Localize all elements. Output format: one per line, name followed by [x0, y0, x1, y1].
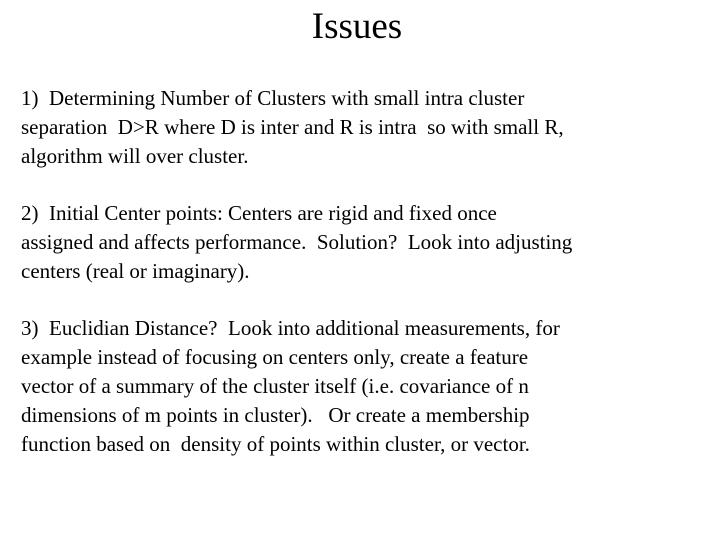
issue-2-line-2: assigned and affects performance. Solution? Look into adjusting — [21, 230, 573, 254]
issue-2-line-3: centers (real or imaginary). — [21, 259, 250, 283]
issue-1-line-2: separation D>R where D is inter and R is intra so with small R, — [21, 115, 564, 139]
slide-title: Issues — [311, 6, 403, 47]
issue-1-line-1: 1) Determining Number of Clusters with small intra cluster — [21, 86, 525, 110]
issue-3-line-5: function based on density of points within cluster, or vector. — [21, 432, 530, 456]
issue-3-paragraph — [21, 314, 711, 459]
issue-3-line-3: vector of a summary of the cluster itself (i.e. covariance of n — [21, 374, 529, 398]
issue-3-line-4: dimensions of m points in cluster). Or create a membership — [21, 403, 530, 427]
issue-1-paragraph — [21, 84, 711, 171]
issue-2-line-1: 2) Initial Center points: Centers are rigid and fixed once — [21, 201, 497, 225]
issue-3-line-1: 3) Euclidian Distance? Look into additional measurements, for — [21, 316, 560, 340]
issue-3-line-2: example instead of focusing on centers only, create a feature — [21, 345, 529, 369]
issue-1-line-3: algorithm will over cluster. — [21, 144, 249, 168]
issue-2-paragraph — [21, 199, 711, 286]
